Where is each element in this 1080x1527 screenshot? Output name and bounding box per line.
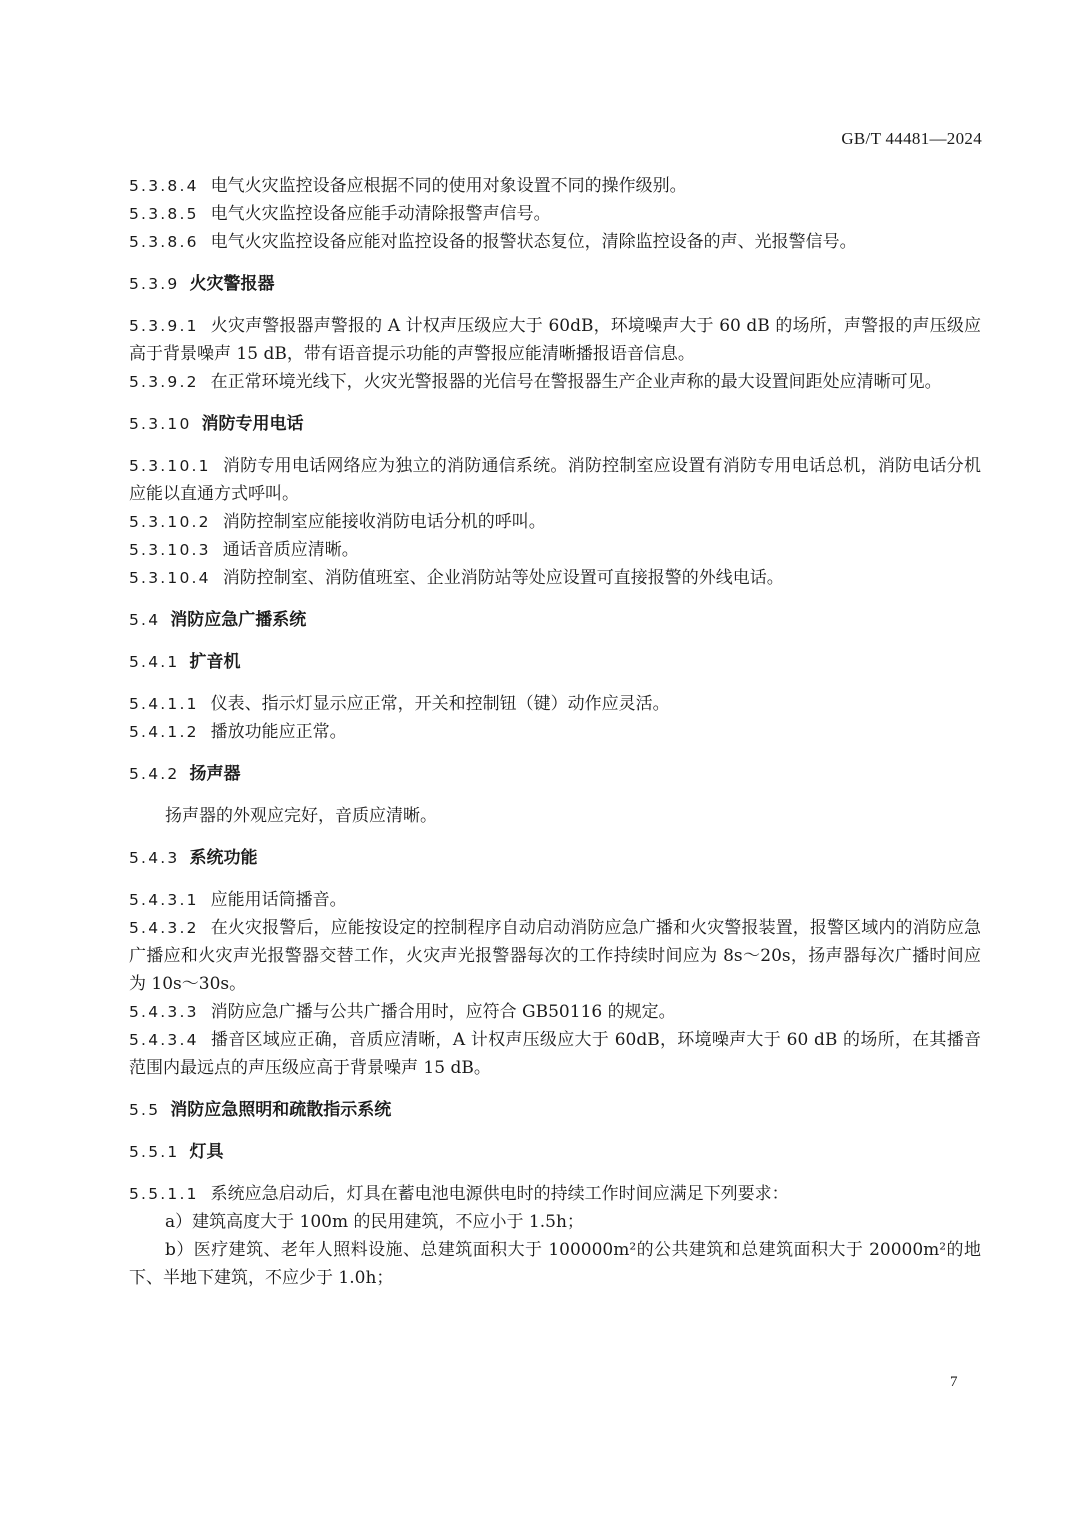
section-title: 扬声器 bbox=[189, 764, 241, 784]
section-heading-5-3-10 bbox=[129, 410, 981, 438]
clause-number: 5.4.3.3 bbox=[129, 1003, 199, 1021]
section-heading-5-5 bbox=[129, 1096, 981, 1124]
clause-text: 消防专用电话网络应为独立的消防通信系统。消防控制室应设置有消防专用电话总机，消防电话分机应能以直通方式呼叫。 bbox=[129, 456, 981, 504]
clause-5-4-3-2 bbox=[129, 914, 981, 998]
clause-number: 5.3.8.6 bbox=[129, 233, 199, 251]
clause-5-5-1-1 bbox=[129, 1180, 981, 1208]
clause-5-3-8-4 bbox=[129, 172, 981, 200]
clause-text: 电气火灾监控设备应能手动清除报警声信号。 bbox=[210, 204, 551, 224]
clause-number: 5.4.3.1 bbox=[129, 891, 199, 909]
standard-code: GB/T 44481—2024 bbox=[841, 129, 982, 148]
paragraph-speaker: 扬声器的外观应完好，音质应清晰。 bbox=[165, 806, 437, 826]
section-number: 5.4.3 bbox=[129, 849, 180, 867]
clause-5-3-10-3 bbox=[129, 536, 981, 564]
section-number: 5.4 bbox=[129, 611, 161, 629]
section-heading-5-3-9 bbox=[129, 270, 981, 298]
clause-5-4-3-4 bbox=[129, 1026, 981, 1082]
section-title: 系统功能 bbox=[189, 848, 258, 868]
section-number: 5.5.1 bbox=[129, 1143, 180, 1161]
clause-5-3-8-6 bbox=[129, 228, 981, 256]
clause-text: 系统应急启动后，灯具在蓄电池电源供电时的持续工作时间应满足下列要求： bbox=[210, 1184, 789, 1204]
clause-number: 5.4.1.1 bbox=[129, 695, 199, 713]
clause-text: 通话音质应清晰。 bbox=[222, 540, 359, 560]
clause-number: 5.4.1.2 bbox=[129, 723, 199, 741]
section-heading-5-5-1 bbox=[129, 1138, 981, 1166]
clause-number: 5.4.3.2 bbox=[129, 919, 199, 937]
clause-number: 5.3.9.2 bbox=[129, 373, 199, 391]
clause-number: 5.3.10.4 bbox=[129, 569, 211, 587]
clause-text: 播放功能应正常。 bbox=[210, 722, 347, 742]
section-heading-5-4-2 bbox=[129, 760, 981, 788]
clause-number: 5.5.1.1 bbox=[129, 1185, 199, 1203]
clause-5-3-8-5 bbox=[129, 200, 981, 228]
clause-text: 应能用话筒播音。 bbox=[210, 890, 347, 910]
section-title: 消防应急广播系统 bbox=[170, 610, 307, 630]
clause-text: 在火灾报警后，应能按设定的控制程序自动启动消防应急广播和火灾警报装置，报警区域内的消防应急广播应和火灾声光报警器交替工作，火灾声光报警器每次的工作持续时间应为 8s～20s，扬声器每次广播时间应为 10s～30s。 bbox=[129, 918, 981, 994]
clause-number: 5.3.8.5 bbox=[129, 205, 199, 223]
clause-text: 电气火灾监控设备应根据不同的使用对象设置不同的操作级别。 bbox=[210, 176, 687, 196]
section-title: 消防应急照明和疏散指示系统 bbox=[170, 1100, 392, 1120]
clause-5-4-3-1 bbox=[129, 886, 981, 914]
clause-text: 火灾声警报器声警报的 A 计权声压级应大于 60dB，环境噪声大于 60 dB 的场所，声警报的声压级应高于背景噪声 15 dB，带有语音提示功能的声警报应能清晰播报语音信息。 bbox=[129, 316, 981, 364]
clause-5-4-1-1 bbox=[129, 690, 981, 718]
clause-text: 电气火灾监控设备应能对监控设备的报警状态复位，清除监控设备的声、光报警信号。 bbox=[210, 232, 857, 252]
clause-text: 播音区域应正确，音质应清晰，A 计权声压级应大于 60dB，环境噪声大于 60 dB 的场所，在其播音范围内最远点的声压级应高于背景噪声 15 dB。 bbox=[129, 1030, 981, 1078]
clause-number: 5.3.8.4 bbox=[129, 177, 199, 195]
clause-text: 消防应急广播与公共广播合用时，应符合 GB50116 的规定。 bbox=[210, 1002, 676, 1022]
section-title: 灯具 bbox=[189, 1142, 224, 1162]
clause-number: 5.4.3.4 bbox=[129, 1031, 199, 1049]
section-heading-5-4-1 bbox=[129, 648, 981, 676]
clause-text: 在正常环境光线下，火灾光警报器的光信号在警报器生产企业声称的最大设置间距处应清晰可见。 bbox=[210, 372, 942, 392]
page-number: 7 bbox=[950, 1374, 958, 1390]
list-item-a: a）建筑高度大于 100m 的民用建筑，不应小于 1.5h； bbox=[165, 1212, 584, 1232]
section-number: 5.4.2 bbox=[129, 765, 180, 783]
list-item-b: b）医疗建筑、老年人照料设施、总建筑面积大于 100000m²的公共建筑和总建筑面积大于 20000m²的地下、半地下建筑，不应少于 1.0h； bbox=[129, 1240, 981, 1288]
clause-5-3-10-4 bbox=[129, 564, 981, 592]
clause-number: 5.3.9.1 bbox=[129, 317, 199, 335]
clause-number: 5.3.10.3 bbox=[129, 541, 211, 559]
section-heading-5-4 bbox=[129, 606, 981, 634]
section-title: 消防专用电话 bbox=[201, 414, 304, 434]
section-heading-5-4-3 bbox=[129, 844, 981, 872]
clause-text: 仪表、指示灯显示应正常，开关和控制钮（键）动作应灵活。 bbox=[210, 694, 670, 714]
clause-5-3-10-1 bbox=[129, 452, 981, 508]
clause-5-4-3-3 bbox=[129, 998, 981, 1026]
clause-5-3-10-2 bbox=[129, 508, 981, 536]
clause-5-3-9-1 bbox=[129, 312, 981, 368]
section-number: 5.3.10 bbox=[129, 415, 192, 433]
section-number: 5.4.1 bbox=[129, 653, 180, 671]
clause-5-3-9-2 bbox=[129, 368, 981, 396]
section-number: 5.5 bbox=[129, 1101, 161, 1119]
document-body bbox=[129, 172, 981, 1292]
clause-text: 消防控制室应能接收消防电话分机的呼叫。 bbox=[222, 512, 546, 532]
clause-5-4-1-2 bbox=[129, 718, 981, 746]
section-title: 火灾警报器 bbox=[189, 274, 275, 294]
section-title: 扩音机 bbox=[189, 652, 241, 672]
clause-number: 5.3.10.1 bbox=[129, 457, 211, 475]
section-number: 5.3.9 bbox=[129, 275, 180, 293]
clause-number: 5.3.10.2 bbox=[129, 513, 211, 531]
clause-text: 消防控制室、消防值班室、企业消防站等处应设置可直接报警的外线电话。 bbox=[222, 568, 784, 588]
